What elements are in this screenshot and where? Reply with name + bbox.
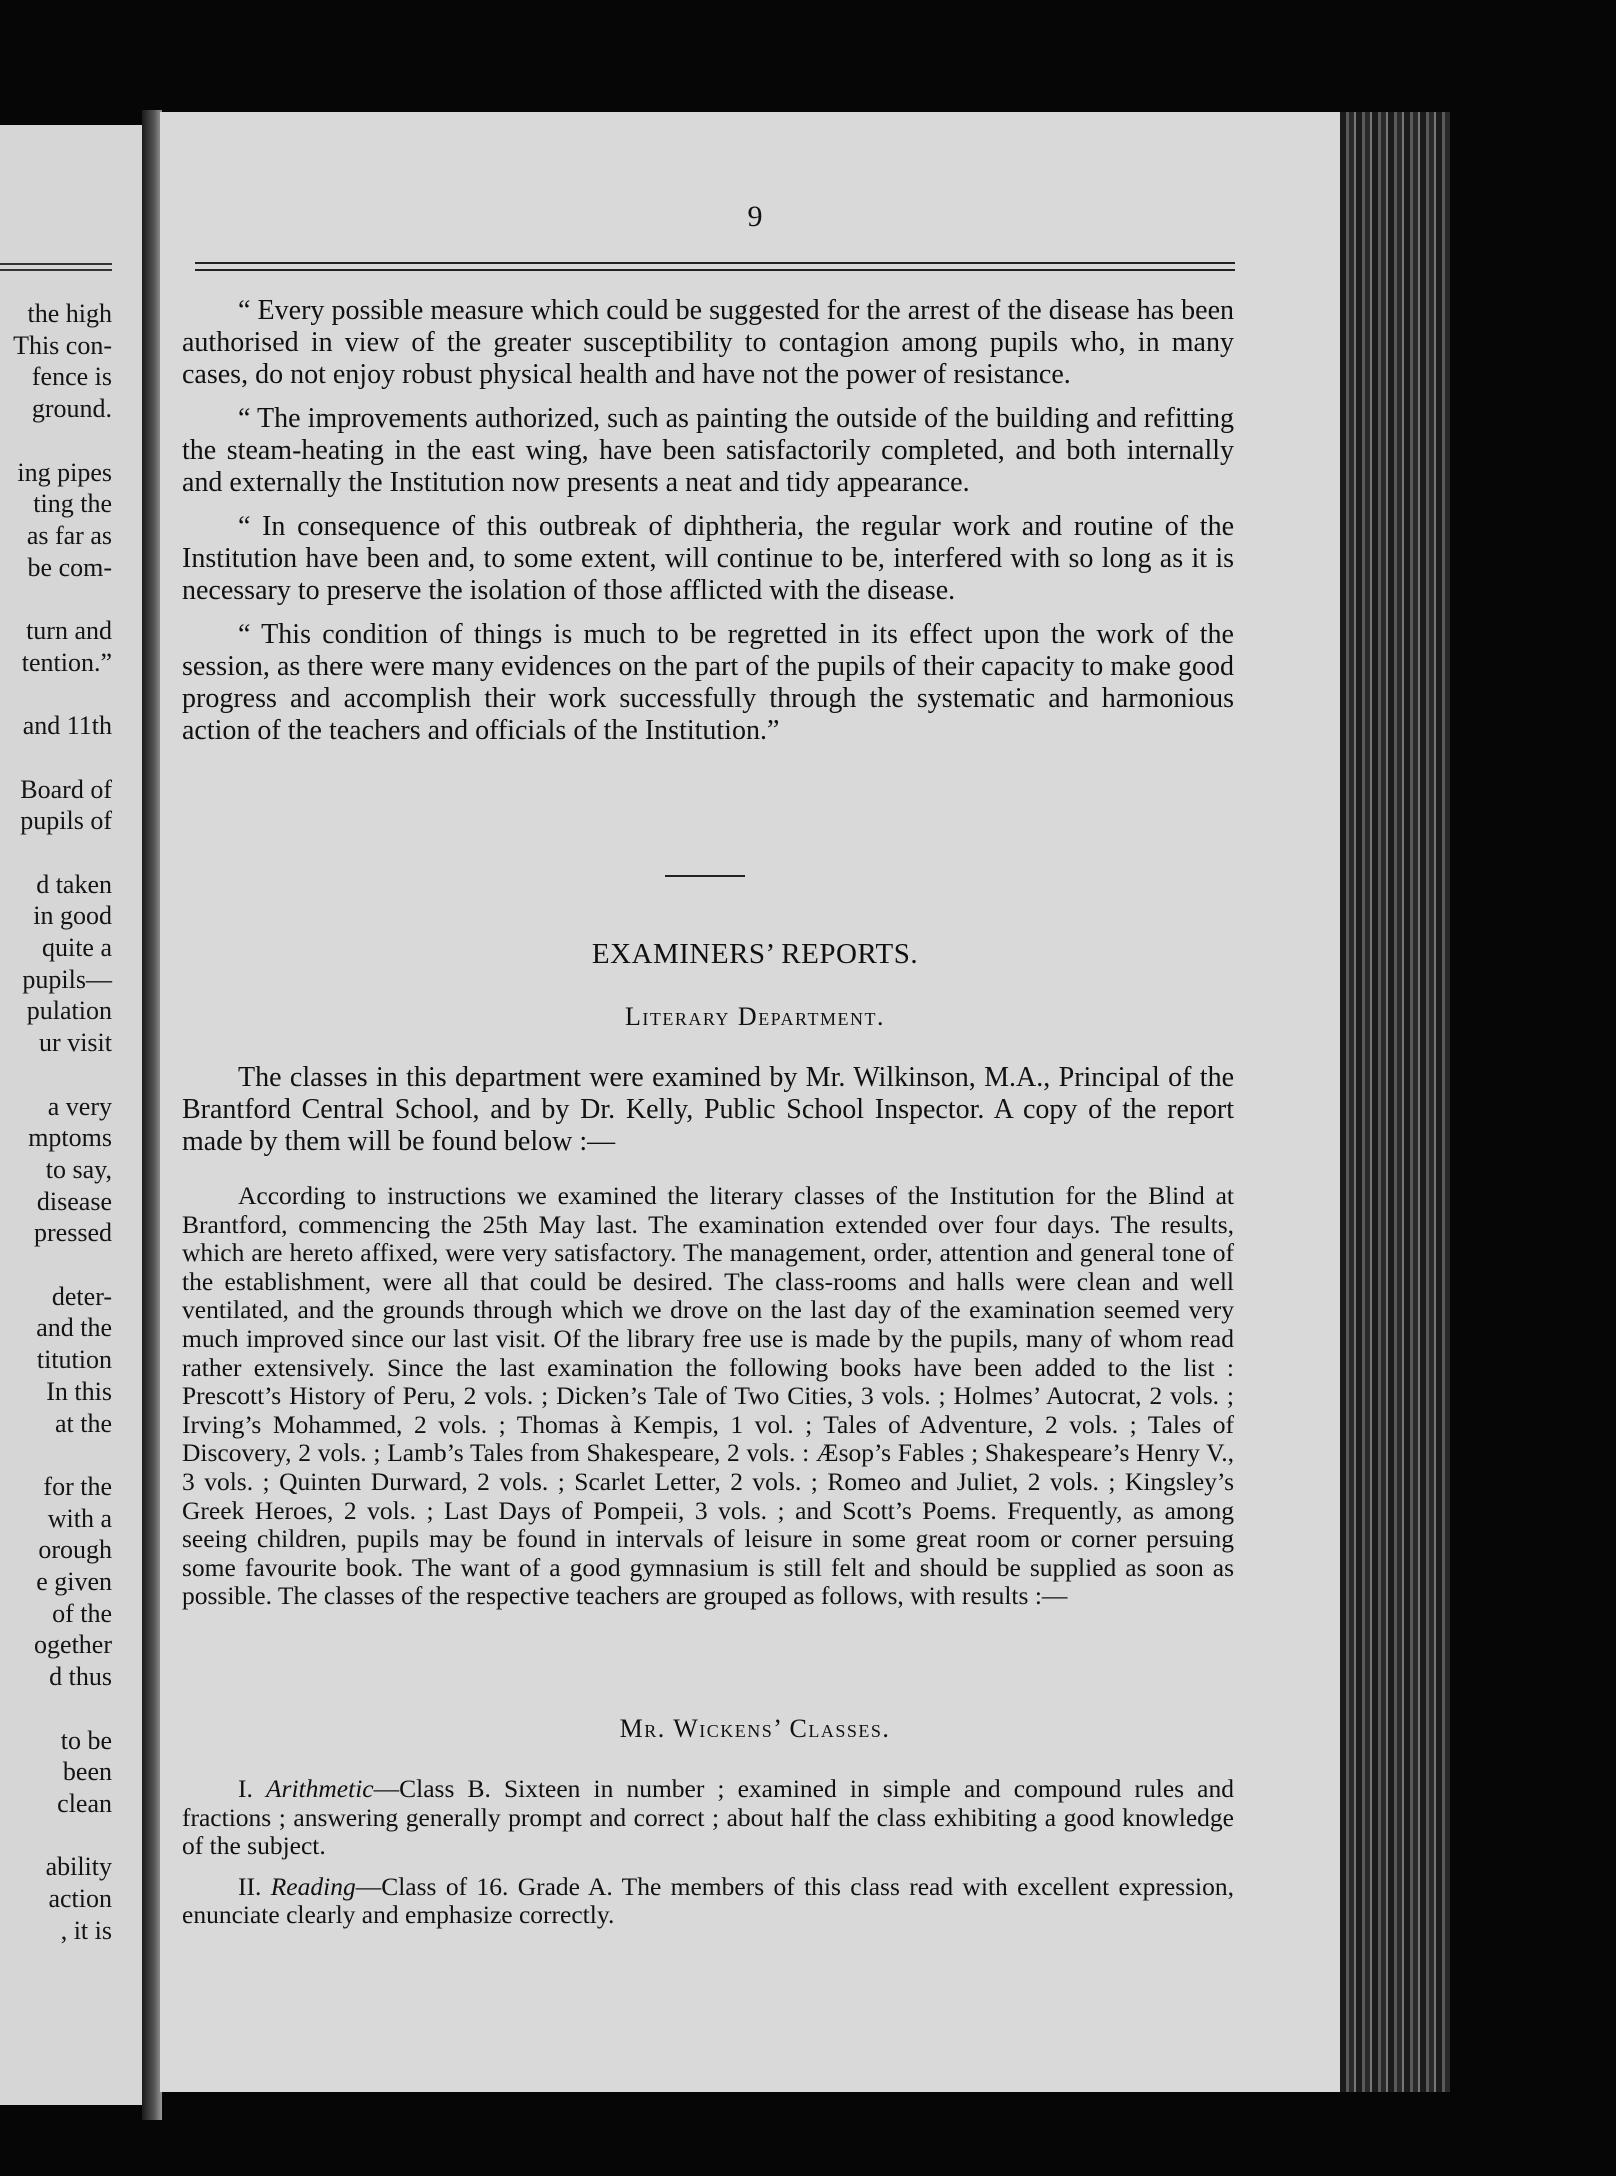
left-page-line: in good <box>33 901 112 931</box>
left-page-line: for the <box>43 1471 112 1501</box>
left-page-line: ing pipes <box>17 457 112 487</box>
header-rule <box>195 269 1235 271</box>
book-gutter <box>142 110 162 2120</box>
left-page-line: turn and <box>26 616 112 645</box>
left-page-line: quite a <box>41 933 112 962</box>
quote-paragraph: “ In consequence of this outbreak of diphtheria, the regular work and routine of the Institution have been and, to some extent, will continue to be, interfered with so long as it is necessary to preserve the isolation of those afflicted with the disease. <box>182 511 1234 606</box>
left-page-line: This con- <box>13 330 112 360</box>
left-page-header-rule <box>0 269 112 271</box>
left-page-line: a very <box>47 1091 112 1121</box>
left-page-line: titution <box>36 1345 112 1375</box>
left-page-line: d thus <box>49 1662 112 1692</box>
left-page-line: deter- <box>51 1281 112 1311</box>
quoted-report <box>182 295 1234 747</box>
book-page-edges <box>1340 112 1450 2092</box>
left-page-line: and the <box>36 1313 112 1343</box>
left-page-line: e given <box>36 1567 112 1596</box>
quote-paragraph: “ Every possible measure which could be suggested for the arrest of the disease has been authorised in view of the greater susceptibility to contagion among pupils who, in many cases, do not enjoy robust physical health and have not the power of resistance. <box>182 295 1234 390</box>
page-number: 9 <box>747 200 763 233</box>
class-results <box>182 1775 1234 1930</box>
left-page-line: ting the <box>33 489 112 519</box>
left-page-line: In this <box>46 1376 112 1406</box>
left-page-line: ability <box>45 1852 112 1882</box>
subsection-heading: Mr. Wickens’ Classes. <box>619 1714 891 1743</box>
right-page <box>160 112 1350 2092</box>
item-text: —Class B. Sixteen in number ; examined in simple and compound rules and fractions ; answering generally prompt and correct ; about half the class exhibiting a good knowledge of the subject. <box>182 1774 1234 1861</box>
header-rule <box>195 262 1235 264</box>
left-page-line: ogether <box>34 1630 112 1660</box>
left-page-line: tention.” <box>21 647 112 677</box>
left-page-header-rule <box>0 263 112 265</box>
left-page-line: to be <box>60 1725 112 1755</box>
left-page-line: , it is <box>60 1915 112 1945</box>
section-divider <box>665 875 745 877</box>
left-page-line: and 11th <box>22 711 112 741</box>
quote-paragraph: “ The improvements authorized, such as painting the outside of the building and refitting the steam-heating in the east wing, have been satisfactorily completed, and both internally and externally the Institution now presents a neat and tidy appearance. <box>182 403 1234 498</box>
item-numeral: II. <box>238 1871 262 1901</box>
left-page-line: pupils— <box>22 964 112 994</box>
section-heading: EXAMINERS’ REPORTS. <box>591 938 919 970</box>
left-page-line: of the <box>52 1598 112 1628</box>
left-page-line: mptoms <box>28 1123 112 1153</box>
report-paragraph: According to instructions we examined the literary classes of the Institution for the Blind at Brantford, commencing the 25th May last. The examination extended over four days. The results, which are hereto affixed, were very satisfactory. The management, order, attention and general tone of the establishment, were all that could be desired. The class-rooms and halls were clean and well ventilated, and the grounds through which we drove on the last day of the examination seemed very much improved since our last visit. Of the library free use is made by the pupils, many of whom read rather extensively. Since the last examination the following books have been added to the list : Prescott’s History of Peru, 2 vols. ; Dicken’s Tale of Two Cities, 3 vols. ; Holmes’ Autocrat, 2 vols. ; Irving’s Mohammed, 2 vols. ; Thomas à Kempis, 1 vol. ; Tales of Adventure, 2 vols. ; Tales of Discovery, 2 vols. ; Lamb’s Tales from Shakespeare, 2 vols. : Æsop’s Fables ; Shakespeare’s Henry V., 3 vols. ; Quinten Durward, 2 vols. ; Scarlet Letter, 2 vols. ; Romeo and Juliet, 2 vols. ; Kingsley’s Greek Heroes, 2 vols. ; Last Days of Pompeii, 3 vols. ; and Scott’s Poems. Frequently, as among seeing children, pupils may be found in intervals of leisure in some great room or corner persuing some favourite book. The want of a good gymnasium is still felt and should be supplied as soon as possible. The classes of the respective teachers are grouped as follows, with results :— <box>182 1181 1234 1611</box>
result-item <box>182 1873 1234 1930</box>
item-numeral: I. <box>238 1774 253 1803</box>
subsection-heading: Literary Department. <box>625 1002 885 1031</box>
left-page-line: fence is <box>31 362 112 392</box>
intro-block <box>182 1062 1234 1158</box>
left-page-line: Board of <box>20 774 112 804</box>
left-page-line: pupils of <box>20 806 112 836</box>
report-block <box>182 1182 1234 1611</box>
left-page-line: been <box>62 1757 112 1787</box>
left-page-line: with a <box>47 1503 112 1533</box>
left-page-line: the high <box>27 299 112 328</box>
left-page-line: as far as <box>26 520 112 550</box>
left-page-line: clean <box>57 1788 112 1818</box>
quote-paragraph: “ This condition of things is much to be regretted in its effect upon the work of the session, as there were many evidences on the part of the pupils of their capacity to make good progress and accomplish their work successfully through the systematic and harmonious action of the teachers and officials of the Institution.” <box>182 619 1234 746</box>
left-page-line: pressed <box>34 1218 112 1248</box>
left-page-line: action <box>48 1884 112 1913</box>
left-page-line: pulation <box>26 996 112 1026</box>
item-subject: Arithmetic <box>265 1774 374 1803</box>
item-subject: Reading <box>270 1871 356 1901</box>
left-page-line: ur visit <box>39 1028 112 1058</box>
left-page-line: be com- <box>27 552 112 582</box>
left-page-line: to say, <box>45 1154 112 1184</box>
left-page-line: orough <box>38 1535 112 1565</box>
left-page-line: disease <box>36 1186 112 1216</box>
intro-paragraph: The classes in this department were examined by Mr. Wilkinson, M.A., Principal of the Brantford Central School, and by Dr. Kelly, Public School Inspector. A copy of the report made by them will be found below :— <box>182 1062 1234 1157</box>
left-page-fragment <box>0 125 142 2105</box>
left-page-line: d taken <box>36 869 112 899</box>
result-item <box>182 1775 1234 1861</box>
left-page-line: at the <box>54 1408 112 1438</box>
left-page-line: ground. <box>31 394 112 424</box>
item-text: —Class of 16. Grade A. The members of this class read with excellent expression, enunciate clearly and emphasize correctly. <box>182 1871 1234 1930</box>
